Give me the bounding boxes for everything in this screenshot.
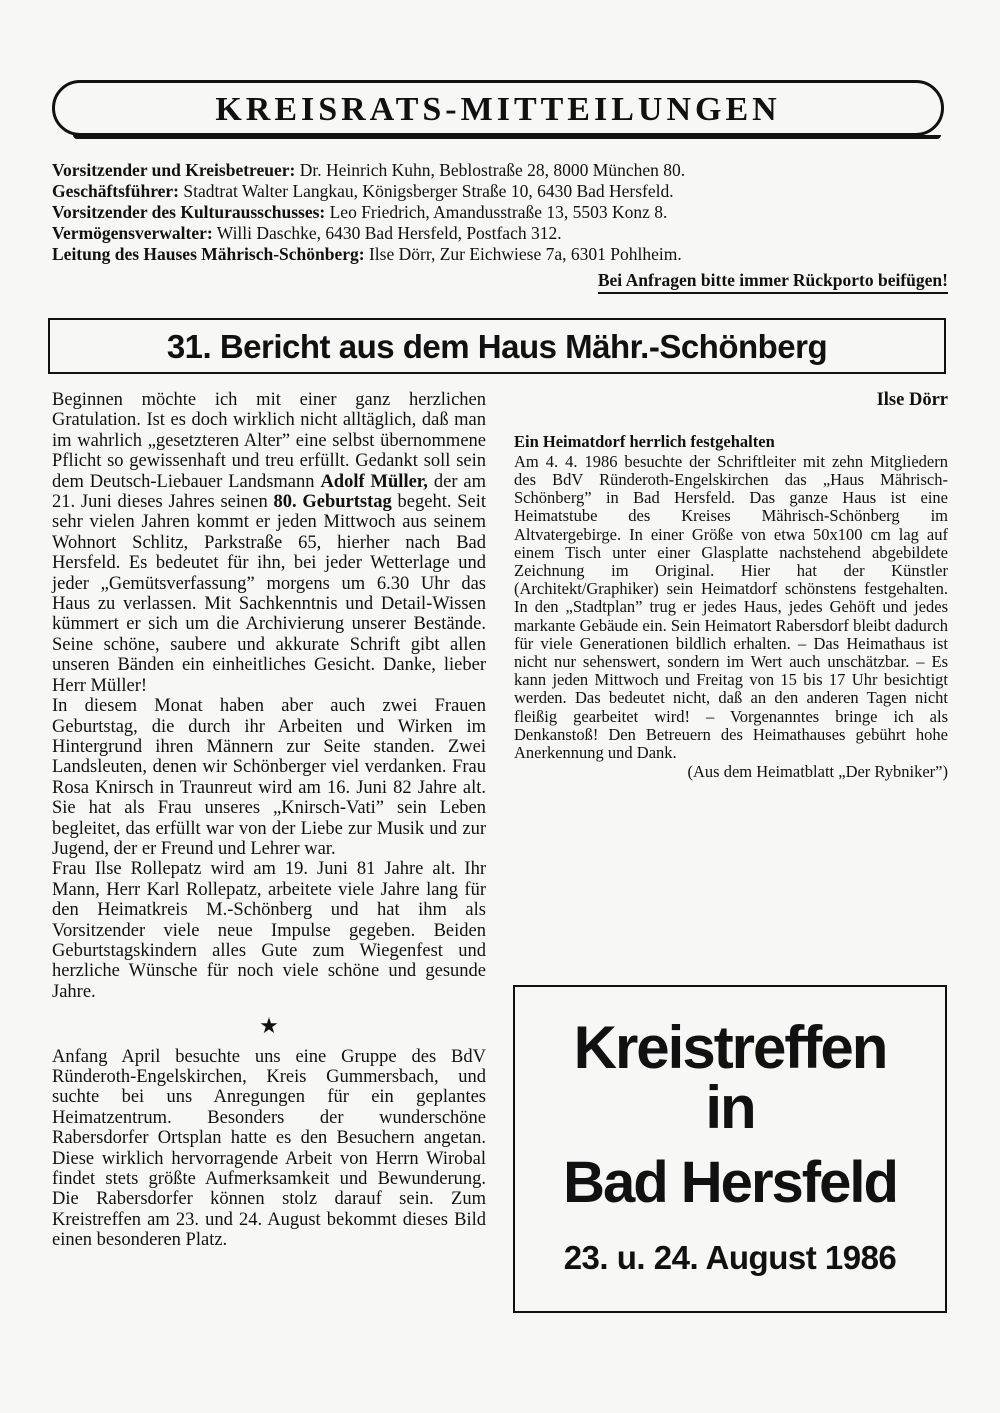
article-paragraph: In diesem Monat haben aber auch zwei Frauen Geburtstag, die durch ihr Arbeiten und Wirken im Hintergrund ihren Männern zur Seite standen. Zwei Landsleuten, denen wir Schönberger viel verdanken. Frau Rosa Knirsch in Traunreut wird am 16. Juni 82 Jahre alt. Sie hat als Frau unseres „Knirsch-Vati” sein Leben begleitet, das erfüllt war von der Liebe zur Musik und zur Jugend, der er Freund und Lehrer war. (52, 696, 486, 859)
header-title: KREISRATS-MITTEILUNGEN (215, 91, 781, 128)
officers-list (52, 160, 952, 265)
officer-role: Vorsitzender und Kreisbetreuer: (52, 160, 296, 180)
return-postage-note: Bei Anfragen bitte immer Rückporto beifügen! (598, 270, 948, 294)
star-separator-icon: ★ (259, 1013, 279, 1039)
article-paragraph: Anfang April besuchte uns eine Gruppe des BdV Ründeroth-Engelskirchen, Kreis Gummersbach, und suchte bei uns Anregungen für ein geplantes Heimatzentrum. Besonders der wunderschöne Rabersdorfer Ortsplan hatte es den Besuchern angetan. Diese wirklich hervorragende Arbeit von Herrn Wirobal findet stets größte Aufmerksamkeit und Bewunderung. Die Rabersdorfer können stolz darauf sein. Zum Kreistreffen am 23. und 24. August bekommt dieses Bild einen besonderen Platz. (52, 1046, 486, 1251)
officer-row (52, 202, 952, 223)
article-title-box (48, 318, 946, 374)
officer-row (52, 244, 952, 265)
officer-info: Stadtrat Walter Langkau, Königsberger Straße 10, 6430 Bad Hersfeld. (179, 181, 674, 201)
officer-row (52, 160, 952, 181)
author-signature: Ilse Dörr (876, 390, 948, 410)
officer-row (52, 181, 952, 202)
officer-role: Leitung des Hauses Mährisch-Schönberg: (52, 244, 365, 264)
event-date: 23. u. 24. August 1986 (563, 1239, 897, 1276)
sub-article-heading: Ein Heimatdorf herrlich festgehalten (514, 432, 775, 452)
event-title-connector: in (705, 1074, 755, 1141)
paragraph-text: der am 21. Juni dieses Jahres seinen (52, 471, 486, 513)
article-column-right (514, 390, 948, 783)
event-location: Bad Hersfeld (563, 1150, 897, 1215)
officer-role: Vermögensverwalter: (52, 223, 213, 243)
article-title: 31. Bericht aus dem Haus Mähr.-Schönberg (166, 328, 828, 365)
article-paragraph: Frau Ilse Rollepatz wird am 19. Juni 81 Jahre alt. Ihr Mann, Herr Karl Rollepatz, arbeitete viele Jahre lang für den Heimatkreis M.-Schönberg und hat ihm als Vorsitzender viele neue Impulse gegeben. Beiden Geburtstagskindern alles Gute zum Wiegenfest und herzliche Wünsche für noch viele schöne und gesunde Jahre. (52, 859, 486, 1002)
event-announcement-box (513, 985, 947, 1313)
officer-info: Leo Friedrich, Amandusstraße 13, 5503 Konz 8. (325, 202, 668, 222)
birthday-highlight: 80. Geburtstag (273, 492, 392, 513)
source-citation: (Aus dem Heimatblatt „Der Rybniker”) (687, 762, 948, 782)
paragraph-text: Beginnen möchte ich mit einer ganz herzlichen Gratulation. Ist es doch wirklich nicht alltäglich, daß man im wahrlich „gesetzteren Alter” eine selbst übernommene Pflicht so gewissenhaft und treu erfüllt. Gedankt soll sein dem Deutsch-Liebauer Landsmann (52, 390, 486, 492)
article-paragraph (52, 390, 486, 696)
officer-role: Vorsitzender des Kulturausschusses: (52, 202, 326, 222)
officer-info: Willi Daschke, 6430 Bad Hersfeld, Postfach 312. (212, 223, 562, 243)
officer-info: Ilse Dörr, Zur Eichwiese 7a, 6301 Pohlheim. (364, 244, 682, 264)
event-title: Kreistreffen (573, 1014, 887, 1081)
header-banner (52, 80, 944, 136)
officer-info: Dr. Heinrich Kuhn, Beblostraße 28, 8000 München 80. (295, 160, 686, 180)
article-column-left (52, 390, 486, 1251)
honoree-name: Adolf Müller, (320, 471, 428, 492)
officer-role: Geschäftsführer: (52, 181, 180, 201)
sub-article-text: Am 4. 4. 1986 besuchte der Schriftleiter mit zehn Mitgliedern des BdV Ründeroth-Engelskirchen das „Haus Mährisch-Schönberg” in Bad Hersfeld. Das ganze Haus ist eine Heimatstube des Kreises Mährisch-Schönberg im Altvatergebirge. In einer Größe von etwa 50x100 cm lag auf einem Tisch unter einer Glasplatte nachstehend abgebildete Zeichnung im Original. Hier hat der Künstler (Architekt/Graphiker) sein Heimatdorf schönstens festgehalten. In den „Stadtplan” trug er jedes Haus, jedes Gehöft und jedes markante Gebäude ein. Sein Heimatort Rabersdorf bleibt dadurch für viele Generationen bildlich erhalten. – Das Heimathaus ist nicht nur sehenswert, sondern im Wert auch unschätzbar. – Es kann jeden Mittwoch und Freitag von 15 bis 17 Uhr besichtigt werden. Das bedeutet nicht, daß an den anderen Tagen nicht fleißig gearbeitet wird! – Vorgenanntes bringe ich als Denkanstoß! Den Betreuern des Heimathauses gebührt hohe Anerkennung und Dank. (514, 451, 948, 763)
paragraph-text: begeht. Seit sehr vielen Jahren kommt er jeden Mittwoch aus seinem Wohnort Schlitz, Parkstraße 65, hierher nach Bad Hersfeld. Es bedeutet für ihn, bei jeder Wetterlage und jeder „Gemütsverfassung” morgens um 6.30 Uhr das Haus zu verlassen. Mit Sachkenntnis und Detail-Wissen kümmert er sich um die Archivierung unserer Bestände. Seine schöne, saubere und akkurate Schrift gibt allen unseren Bänden ein einheitliches Gesicht. Danke, lieber Herr Müller! (52, 492, 486, 696)
officer-row (52, 223, 952, 244)
